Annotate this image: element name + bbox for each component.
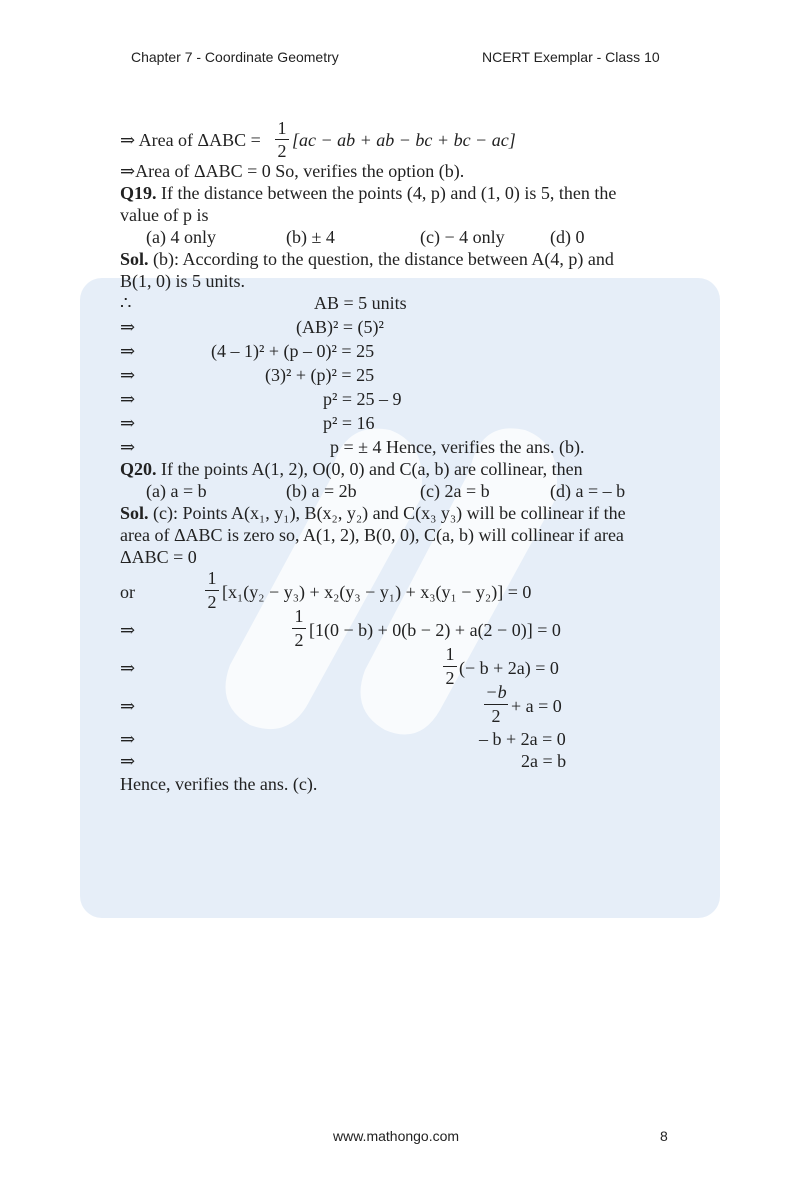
fraction-bar (292, 628, 306, 629)
area-line-prefix: ⇒ Area of ΔABC = (120, 130, 261, 150)
eq-symbol: ⇒ (120, 751, 136, 771)
q19-option-a: (a) 4 only (146, 227, 216, 247)
step-symbol: ⇒ (120, 389, 136, 409)
eq-symbol: or (120, 582, 135, 602)
eq-expression: [x₁(y₂ − y₃) + x₂(y₃ − y₁) + x₃(y₁ − y₂)] = 0 (222, 582, 532, 602)
question-20 (120, 458, 583, 480)
half-denominator: 2 (207, 592, 217, 612)
solution-20-text: (c): Points A(x₁, y₁), B(x₂, y₂) and C(x₃ y₃) will be collinear if the (148, 503, 626, 523)
fraction-bar (484, 704, 508, 705)
area-zero-line: ⇒Area of ΔABC = 0 So, verifies the option (b). (120, 161, 465, 181)
eq-symbol: ⇒ (120, 620, 136, 640)
fraction-denominator: 2 (491, 706, 501, 726)
eq-symbol: ⇒ (120, 658, 136, 678)
step-equation: (AB)² = (5)² (296, 317, 384, 337)
solution-19 (120, 248, 614, 270)
step-equation: p² = 16 (323, 413, 375, 433)
solution-19-label: Sol. (120, 249, 149, 269)
eq-expression: (− b + 2a) = 0 (459, 658, 559, 678)
half-denominator: 2 (445, 668, 455, 688)
area-line-rest: [ac − ab + ab − bc + bc − ac] (292, 130, 516, 150)
q19-option-d: (d) 0 (550, 227, 585, 247)
solution-20-text-3: ΔABC = 0 (120, 547, 197, 567)
fraction-bar (443, 666, 457, 667)
q19-option-c: (c) − 4 only (420, 227, 505, 247)
eq-expression: 2a = b (521, 751, 567, 771)
q20-option-a: (a) a = b (146, 481, 207, 501)
question-19 (120, 182, 616, 204)
question-19-text-2: value of p is (120, 205, 209, 225)
solution-20-text-2: area of ΔABC is zero so, A(1, 2), B(0, 0), C(a, b) will collinear if area (120, 525, 624, 545)
step-symbol: ⇒ (120, 341, 136, 361)
q20-option-d: (d) a = – b (550, 481, 626, 501)
step-equation: AB = 5 units (314, 293, 407, 313)
eq-expression: + a = 0 (511, 696, 562, 716)
step-equation: (4 – 1)² + (p – 0)² = 25 (211, 341, 375, 361)
fraction-bar (275, 139, 289, 140)
solution-19-text-2: B(1, 0) is 5 units. (120, 271, 246, 291)
fraction-numerator: −b (485, 682, 507, 702)
question-19-label: Q19. (120, 183, 157, 203)
eq-expression: – b + 2a = 0 (479, 729, 566, 749)
step-symbol: ⇒ (120, 365, 136, 385)
step-symbol: ⇒ (120, 317, 136, 337)
question-19-text: If the distance between the points (4, p) and (1, 0) is 5, then the (156, 183, 617, 203)
step-symbol: ⇒ (120, 437, 136, 457)
q20-option-b: (b) a = 2b (286, 481, 357, 501)
page-header-book: NCERT Exemplar - Class 10 (482, 49, 660, 65)
q20-option-c: (c) 2a = b (420, 481, 490, 501)
step-symbol: ⇒ (120, 413, 136, 433)
page-header-chapter: Chapter 7 - Coordinate Geometry (131, 49, 339, 65)
page-number: 8 (660, 1128, 668, 1144)
half-numerator: 1 (445, 644, 455, 664)
eq-symbol: ⇒ (120, 729, 136, 749)
question-20-text: If the points A(1, 2), O(0, 0) and C(a, b) are collinear, then (156, 459, 583, 479)
eq-expression: [1(0 − b) + 0(b − 2) + a(2 − 0)] = 0 (309, 620, 561, 640)
question-20-label: Q20. (120, 459, 157, 479)
fraction-numerator: 1 (277, 118, 287, 138)
footer-website: www.mathongo.com (333, 1128, 460, 1144)
fraction-denominator: 2 (277, 141, 287, 161)
solution-20-label: Sol. (120, 503, 149, 523)
eq-symbol: ⇒ (120, 696, 136, 716)
step-symbol: ∴ (120, 293, 132, 313)
half-numerator: 1 (207, 568, 217, 588)
solution-19-text: (b): According to the question, the distance between A(4, p) and (148, 249, 614, 269)
step-equation: (3)² + (p)² = 25 (265, 365, 375, 385)
solution-20 (120, 502, 626, 524)
final-answer: Hence, verifies the ans. (c). (120, 774, 318, 794)
half-denominator: 2 (294, 630, 304, 650)
step-equation: p² = 25 – 9 (323, 389, 402, 409)
q19-option-b: (b) ± 4 (286, 227, 335, 247)
half-numerator: 1 (294, 606, 304, 626)
step-equation: p = ± 4 Hence, verifies the ans. (b). (330, 437, 585, 457)
fraction-bar (205, 590, 219, 591)
